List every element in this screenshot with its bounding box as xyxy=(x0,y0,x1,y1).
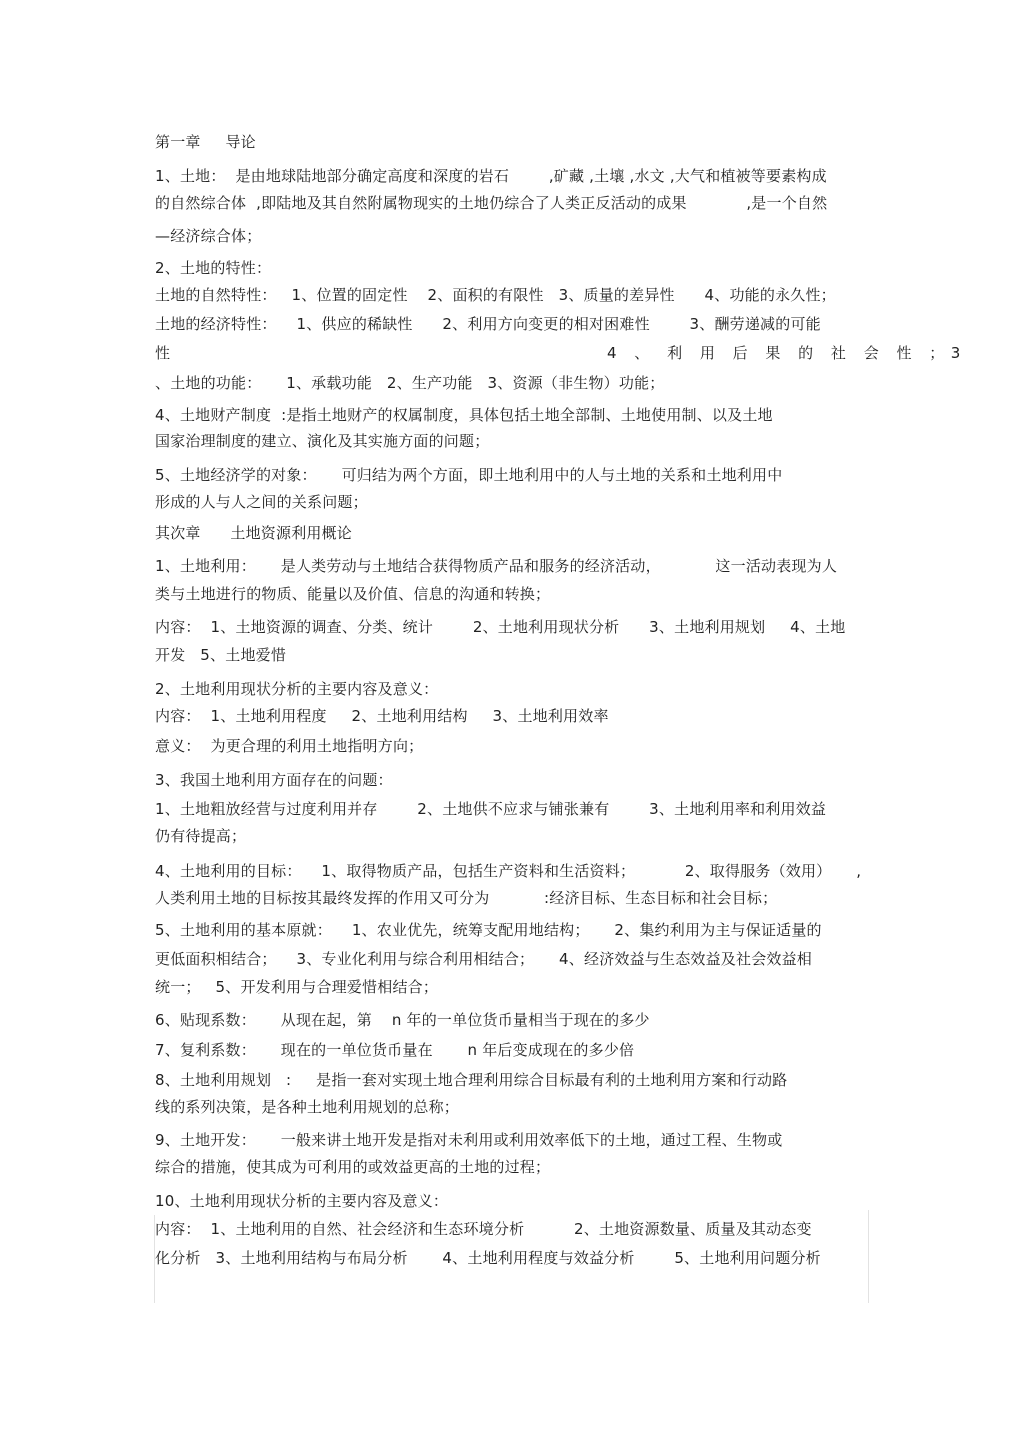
text-line: 综合的措施，使其成为可利用的或效益更高的土地的过程； xyxy=(155,1158,551,1176)
text-line: 的自然综合体 ,即陆地及其自然附属物现实的土地仍综合了人类正反活动的成果 ,是一个自然 xyxy=(155,194,828,212)
text-line: 1、土地粗放经营与过度利用并存 2、土地供不应求与铺张兼有 3、土地利用率和利用效益 xyxy=(155,800,827,818)
text-line: 2、土地的特性： xyxy=(155,259,272,277)
text-line: 类与土地进行的物质、能量以及价值、信息的沟通和转换； xyxy=(155,585,551,603)
text-line: 土地的自然特性： 1、位置的固定性 2、面积的有限性 3、质量的差异性 4、功能的永久性； xyxy=(155,286,836,304)
text-line: 仍有待提高； xyxy=(155,827,247,845)
text-line: 意义： 为更合理的利用土地指明方向； xyxy=(155,737,424,755)
text-line: 4 、 利 用 后 果 的 社 会 性 ；3 xyxy=(607,344,967,362)
text-line: 国家治理制度的建立、演化及其实施方面的问题； xyxy=(155,432,490,450)
text-line: 性 xyxy=(155,344,171,362)
text-line: 更低面积相结合； 3、专业化利用与综合利用相结合； 4、经济效益与生态效益及社会效益相 xyxy=(155,950,813,968)
text-line: 4、土地利用的目标： 1、取得物质产品，包括生产资料和生活资料； 2、取得服务（效用） , xyxy=(155,862,862,880)
text-line: 形成的人与人之间的关系问题； xyxy=(155,493,368,511)
text-line: 内容： 1、土地利用程度 2、土地利用结构 3、土地利用效率 xyxy=(155,707,609,725)
text-line: 5、土地经济学的对象： 可归结为两个方面，即土地利用中的人与土地的关系和土地利用中 xyxy=(155,466,783,484)
text-line: 9、土地开发： 一般来讲土地开发是指对未利用或利用效率低下的土地，通过工程、生物或 xyxy=(155,1131,783,1149)
text-line: 土地的经济特性： 1、供应的稀缺性 2、利用方向变更的相对困难性 3、酬劳递减的可能 xyxy=(155,315,821,333)
text-line: 化分析 3、土地利用结构与布局分析 4、土地利用程度与效益分析 5、土地利用问题分析 xyxy=(155,1249,821,1267)
text-line: 1、土地利用： 是人类劳动与土地结合获得物质产品和服务的经济活动， 这一活动表现为人 xyxy=(155,557,838,575)
text-line: 2、土地利用现状分析的主要内容及意义： xyxy=(155,680,439,698)
text-line: 4、土地财产制度 :是指土地财产的权属制度，具体包括土地全部制、土地使用制、以及土地 xyxy=(155,406,773,424)
text-line: 3、我国土地利用方面存在的问题： xyxy=(155,771,393,789)
right-margin-rule xyxy=(868,1210,869,1303)
text-line: 1、土地： 是由地球陆地部分确定高度和深度的岩石 ,矿藏 ,土壤 ,水文 ,大气和植被等要素构成 xyxy=(155,167,827,185)
text-line: 10、土地利用现状分析的主要内容及意义： xyxy=(155,1192,449,1210)
text-line: 人类利用土地的目标按其最终发挥的作用又可分为 :经济目标、生态目标和社会目标； xyxy=(155,889,778,907)
text-line: 内容： 1、土地利用的自然、社会经济和生态环境分析 2、土地资源数量、质量及其动态变 xyxy=(155,1220,812,1238)
text-line: 8、土地利用规划 : 是指一套对实现土地合理利用综合目标最有利的土地利用方案和行动路 xyxy=(155,1071,788,1089)
chapter-2-heading: 其次章 土地资源利用概论 xyxy=(155,524,353,542)
text-line: 线的系列决策，是各种土地利用规划的总称； xyxy=(155,1098,460,1116)
text-line: 6、贴现系数： 从现在起，第 n 年的一单位货币量相当于现在的多少 xyxy=(155,1011,650,1029)
text-line: 5、土地利用的基本原就： 1、农业优先，统筹支配用地结构； 2、集约利用为主与保证适量的 xyxy=(155,921,822,939)
text-line: 7、复利系数： 现在的一单位货币量在 n 年后变成现在的多少倍 xyxy=(155,1041,635,1059)
left-margin-rule xyxy=(154,1215,155,1303)
text-line: 、土地的功能： 1、承载功能 2、生产功能 3、资源（非生物）功能； xyxy=(155,374,665,392)
text-line: —经济综合体； xyxy=(155,227,262,245)
text-line: 统一； 5、开发利用与合理爱惜相结合； xyxy=(155,978,439,996)
text-line: 内容： 1、土地资源的调查、分类、统计 2、土地利用现状分析 3、土地利用规划 4、土地 xyxy=(155,618,846,636)
chapter-1-heading: 第一章 导论 xyxy=(155,133,256,151)
text-line: 开发 5、土地爱惜 xyxy=(155,646,287,664)
